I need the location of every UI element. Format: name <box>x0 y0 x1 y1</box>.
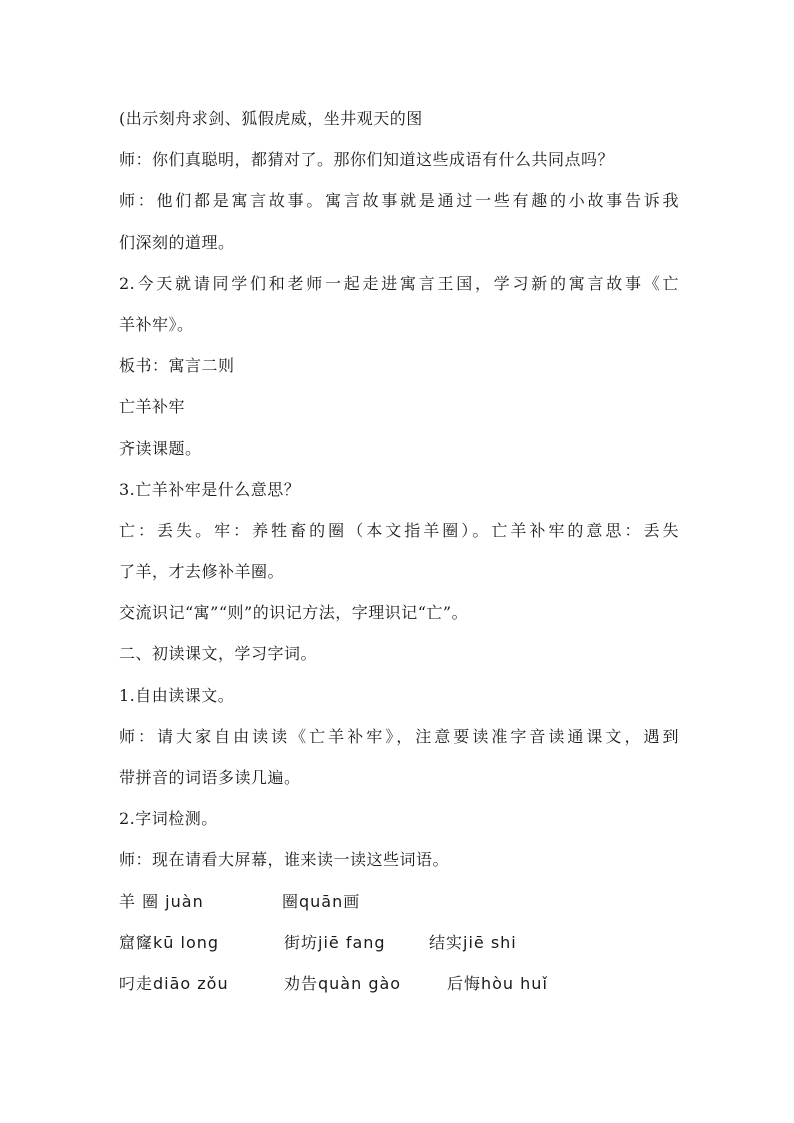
text-line: 了羊，才去修补羊圈。 <box>119 562 285 582</box>
text-line: 1.自由读课文。 <box>119 685 235 705</box>
vocab-item: 劝告quàn gào <box>284 973 402 993</box>
document-body <box>119 98 679 1004</box>
text-line: 亡：丢失。牢：养牲畜的圈（本文指羊圈）。亡羊补牢的意思：丢失 <box>119 520 679 540</box>
vocab-item: 后悔hòu huǐ <box>447 973 548 993</box>
vocab-item: 羊 圈 juàn <box>119 891 204 911</box>
text-line: 师：你们真聪明，都猜对了。那你们知道这些成语有什么共同点吗？ <box>119 150 615 170</box>
vocab-item: 叼走diāo zǒu <box>119 973 229 993</box>
text-line: 3.亡羊补牢是什么意思？ <box>119 479 301 499</box>
vocab-row <box>119 881 679 922</box>
text-line: 齐读课题。 <box>119 438 202 458</box>
vocab-item: 圈quān画 <box>282 891 361 911</box>
text-line: 2.今天就请同学们和老师一起走进寓言王国，学习新的寓言故事《亡 <box>119 273 679 293</box>
text-line: 带拼音的词语多读几遍。 <box>119 768 301 787</box>
section-heading: 二、初读课文，学习字词。 <box>119 644 318 664</box>
text-line: 师：现在请看大屏幕，谁来读一读这些词语。 <box>119 850 450 870</box>
vocab-item: 结实jiē shi <box>429 932 517 952</box>
text-line: 师：他们都是寓言故事。寓言故事就是通过一些有趣的小故事告诉我 <box>119 191 679 211</box>
text-line: (出示刻舟求剑、狐假虎威，坐井观天的图 <box>119 109 423 128</box>
text-line: 板书：寓言二则 <box>119 356 235 376</box>
vocab-row <box>119 922 679 963</box>
vocab-item: 窟窿kū long <box>119 932 220 952</box>
text-line: 交流识记“寓”“则”的识记方法，字理识记“亡”。 <box>119 603 469 623</box>
vocab-row <box>119 963 679 1004</box>
text-line: 2.字词检测。 <box>119 809 218 829</box>
text-line: 师：请大家自由读读《亡羊补牢》，注意要读准字音读通课文，遇到 <box>119 726 679 746</box>
text-line: 羊补牢》。 <box>119 314 194 334</box>
vocab-item: 街坊jiē fang <box>284 932 386 952</box>
text-line: 亡羊补牢 <box>119 397 186 417</box>
text-line: 们深刻的道理。 <box>119 232 235 252</box>
